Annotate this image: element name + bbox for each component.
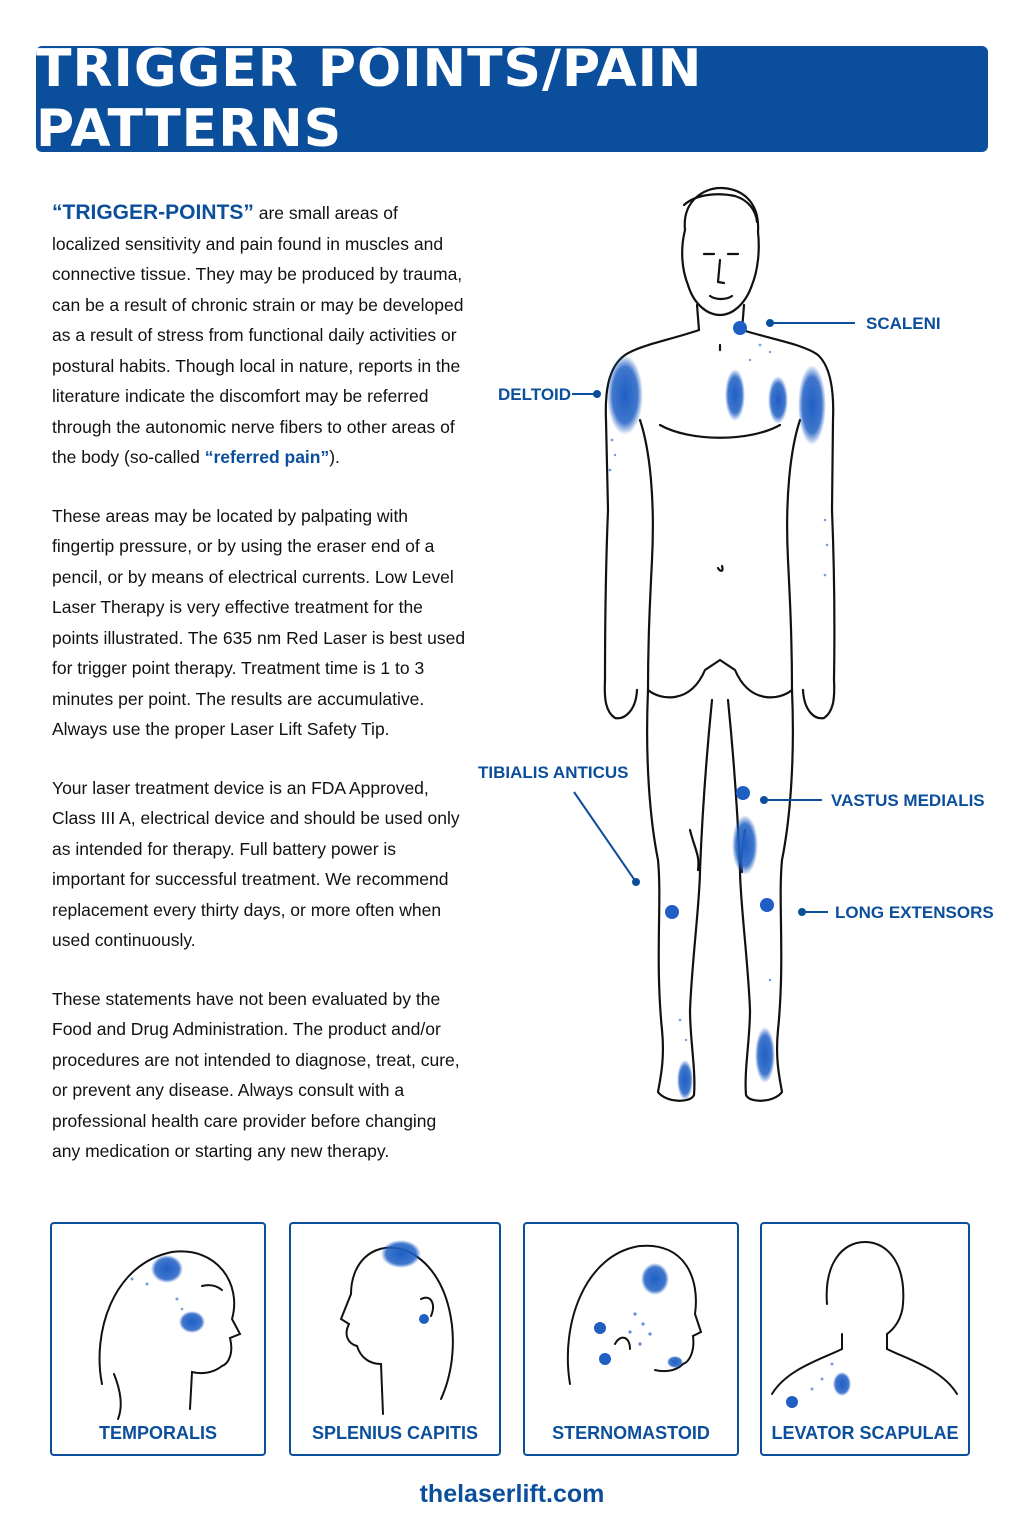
intro-text-end: ). [329, 447, 340, 467]
referred-pain-term: “referred pain” [204, 447, 330, 467]
temporalis-head-illustration [52, 1224, 264, 1454]
panel-label: STERNOMASTOID [552, 1423, 710, 1443]
label-long-extensors: LONG EXTENSORS [835, 903, 994, 922]
label-tibialis-anticus: TIBIALIS ANTICUS [478, 763, 629, 782]
intro-text: are small areas of localized sensitivity and pain found in muscles and connective tissue. They may be produced by trauma, can be a result of chronic strain or may be developed as a result of stress from functional daily activities or postural habits. Though local in nature, reports in the literature indicate the discomfort may be referred through the autonomic nerve fibers to other areas of the body (so-called [52, 203, 464, 467]
trigger-points-heading: “TRIGGER-POINTS” [52, 201, 254, 224]
page-title: TRIGGER POINTS/PAIN PATTERNS [36, 39, 703, 159]
levator-back-illustration [762, 1224, 968, 1454]
paragraph-intro [52, 198, 467, 473]
splenius-head-illustration [291, 1224, 499, 1454]
panel-label: TEMPORALIS [98, 1423, 217, 1443]
title-banner [36, 39, 988, 159]
panel-label: SPLENIUS CAPITIS [311, 1423, 479, 1443]
sternomastoid-head-illustration [525, 1224, 737, 1454]
body-outline [605, 188, 835, 1101]
panel-sternomastoid [523, 1222, 739, 1456]
description-column [52, 198, 467, 1195]
panel-temporalis [50, 1222, 266, 1456]
label-deltoid: DELTOID [498, 385, 572, 404]
website-url[interactable]: thelaserlift.com [419, 1480, 605, 1508]
paragraph-disclaimer: These statements have not been evaluated by the Food and Drug Administration. The product and/or procedures are not intended to diagnose, treat, cure, or prevent any disease. Always consult with a professional health care provider before changing any medication or starting any new therapy. [52, 988, 460, 1161]
panel-label: LEVATOR SCAPULAE [771, 1423, 959, 1443]
referral-dots [609, 344, 829, 1042]
panel-splenius-capitis [289, 1222, 501, 1456]
label-scaleni: SCALENI [866, 314, 941, 333]
paragraph-device: Your laser treatment device is an FDA Approved, Class III A, electrical device and should be used only as intended for therapy. Full battery power is important for successful treatment. We recommend replacement every thirty days, or more often when used continuously. [52, 777, 460, 950]
panel-levator-scapulae [760, 1222, 970, 1456]
paragraph-locating: These areas may be located by palpating with fingertip pressure, or by using the eraser end of a pencil, or by means of electrical currents. Low Level Laser Therapy is very effective treatment for the points illustrated. The 635 nm Red Laser is best used for trigger point therapy. Treatment time is 1 to 3 minutes per point. The results are accumulative. Always use the proper Laser Lift Safety Tip. [52, 505, 466, 739]
label-vastus-medialis: VASTUS MEDIALIS [831, 791, 985, 810]
